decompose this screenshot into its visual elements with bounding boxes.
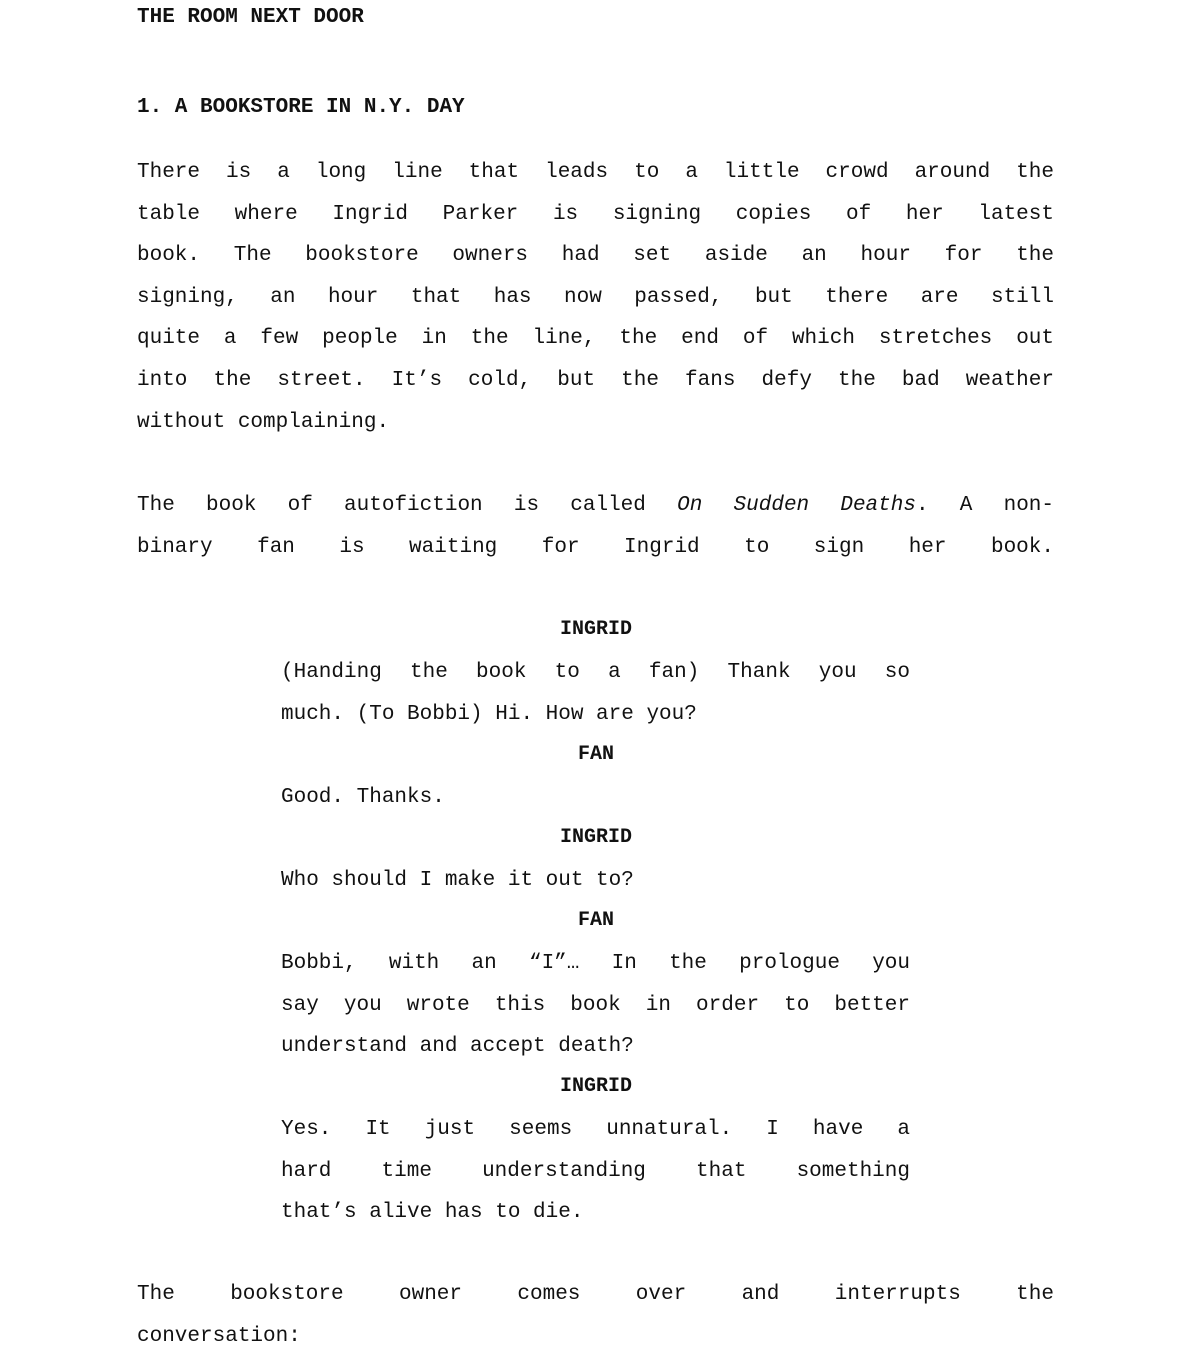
action-line: without complaining. — [137, 410, 390, 434]
action-paragraph — [137, 152, 1054, 443]
action-line — [137, 485, 1054, 527]
action-line: There is a long line that leads to a little crowd around the — [137, 161, 1054, 184]
dialogue-text — [281, 1109, 910, 1234]
dialogue-line: Who should I make it out to? — [281, 869, 634, 892]
action-paragraph — [137, 485, 1054, 568]
action-line: conversation: — [137, 1324, 301, 1348]
dialogue-line: understand and accept death? — [281, 1035, 634, 1059]
character-name: FAN — [577, 743, 614, 766]
dialogue-line: Yes. It just seems unnatural. I have a — [281, 1118, 910, 1141]
dialogue-line: Bobbi, with an “I”… In the prologue you — [281, 952, 910, 975]
character-name: INGRID — [559, 826, 632, 849]
dialogue-line: hard time understanding that something — [281, 1159, 910, 1183]
character-name: INGRID — [559, 1075, 632, 1098]
script-title: THE ROOM NEXT DOOR — [137, 6, 364, 29]
dialogue-line: Good. Thanks. — [281, 786, 445, 809]
character-name: INGRID — [559, 618, 632, 641]
dialogue-line: say you wrote this book in order to better — [281, 993, 910, 1017]
action-line: quite a few people in the line, the end of which stretches out — [137, 327, 1054, 351]
action-line: The bookstore owner comes over and interrupts the — [137, 1283, 1054, 1306]
dialogue-line: much. (To Bobbi) Hi. How are you? — [281, 702, 697, 726]
dialogue-text — [281, 943, 910, 1068]
action-line: table where Ingrid Parker is signing copies of her latest — [137, 202, 1054, 226]
action-paragraph — [137, 1274, 1054, 1357]
action-text: The book of autofiction is called — [137, 494, 646, 517]
dialogue-text — [281, 652, 910, 735]
action-text: . A non- — [915, 494, 1054, 517]
dialogue-line: that’s alive has to die. — [281, 1201, 584, 1225]
book-title: On Sudden Deaths — [677, 494, 916, 517]
character-name: FAN — [577, 909, 614, 932]
action-line: book. The bookstore owners had set aside an hour for the — [137, 244, 1054, 268]
action-line: into the street. It’s cold, but the fans defy the bad weather — [137, 368, 1054, 392]
action-line: binary fan is waiting for Ingrid to sign her book. — [137, 535, 1054, 559]
scene-heading: 1. A BOOKSTORE IN N.Y. DAY — [137, 96, 465, 119]
dialogue-text — [281, 777, 910, 819]
dialogue-line: (Handing the book to a fan) Thank you so — [281, 661, 910, 684]
dialogue-text — [281, 860, 910, 902]
action-line: signing, an hour that has now passed, but there are still — [137, 285, 1054, 309]
